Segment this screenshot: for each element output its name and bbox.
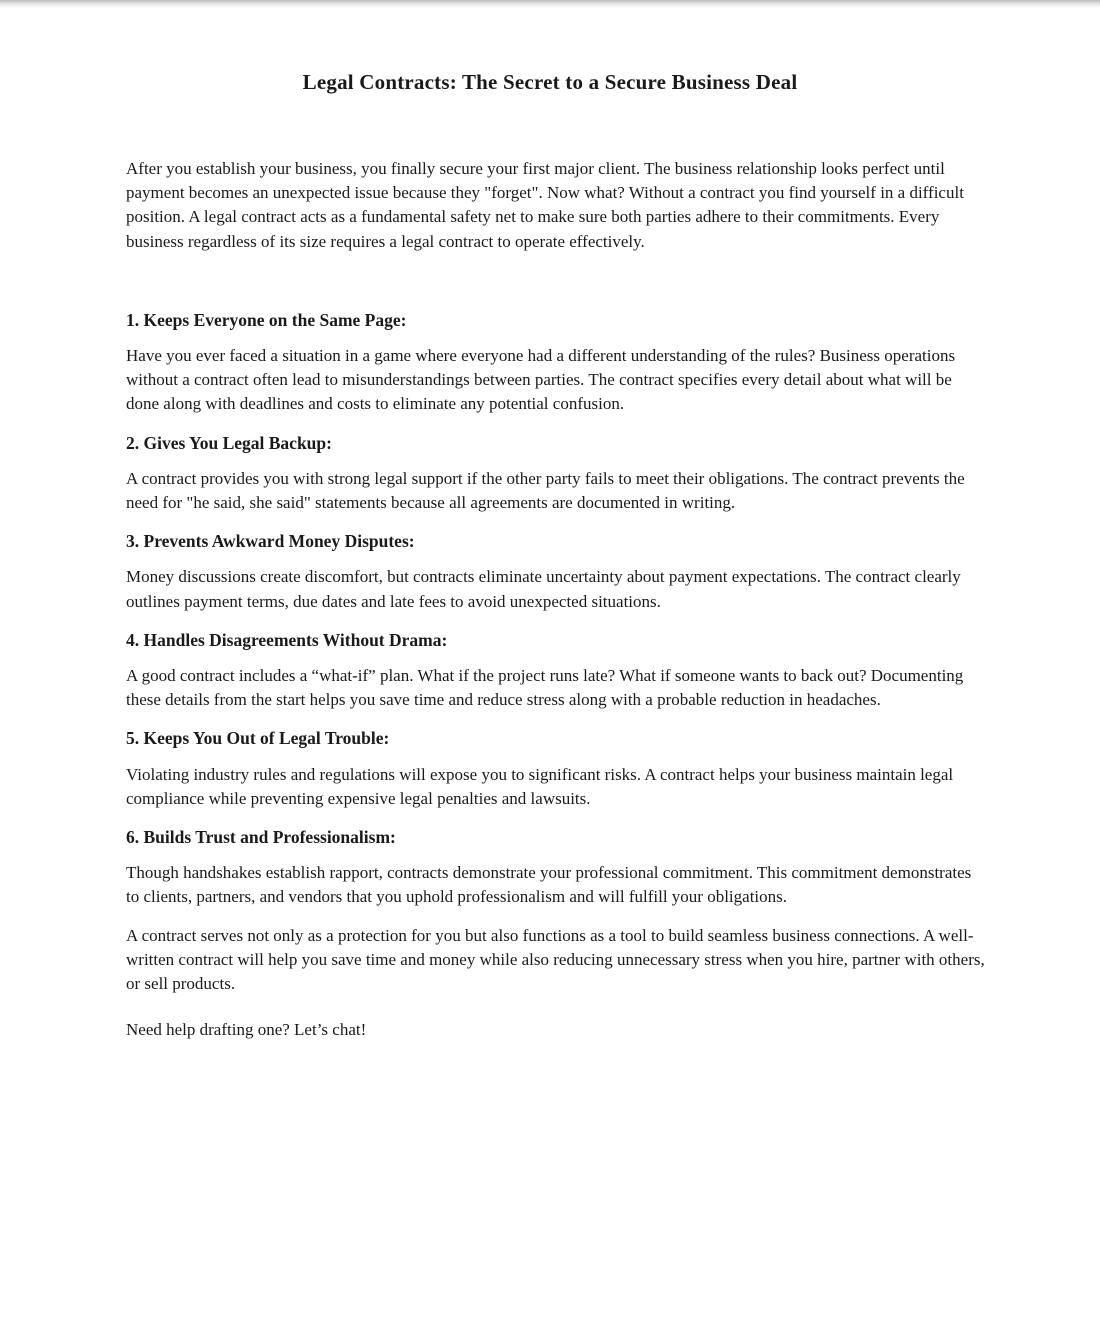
section-heading-4: 4. Handles Disagreements Without Drama: <box>126 629 448 650</box>
document-body <box>126 157 986 1042</box>
section-body-3: Money discussions create discomfort, but contracts eliminate uncertainty about payment expectations. The contract clearly outlines payment terms, due dates and late fees to avoid unexpected situations. <box>126 567 961 611</box>
section-body-5: Violating industry rules and regulations will expose you to significant risks. A contract helps your business maintain legal compliance while preventing expensive legal penalties and lawsuits. <box>126 764 954 808</box>
section-body-2: A contract provides you with strong legal support if the other party fails to meet their obligations. The contract prevents the need for "he said, she said" statements because all agreements are documented in writing. <box>126 468 965 513</box>
section-heading-6: 6. Builds Trust and Professionalism: <box>126 827 396 848</box>
section-heading-3: 3. Prevents Awkward Money Disputes: <box>126 531 415 552</box>
section-body-4: A good contract includes a “what-if” plan. What if the project runs late? What if someone wants to back out? Documenting these details from the start helps you save time and reduce stress along with a probable reduction in headaches. <box>126 666 964 710</box>
section-body-1: Have you ever faced a situation in a game where everyone had a different understanding of the rules? Business operations without a contract often lead to misunderstandings between parties. The contract specifies every detail about what will be done along with deadlines and costs to eliminate any potential confusion. <box>126 346 956 414</box>
intro-paragraph: After you establish your business, you finally secure your first major client. The business relationship looks perfect until payment becomes an unexpected issue because they "forget". Now what? Without a contract you find yourself in a difficult position. A legal contract acts as a fundamental safety net to make sure both parties adhere to their commitments. Every business regardless of its size requires a legal contract to operate effectively. <box>126 159 964 251</box>
section-heading-2: 2. Gives You Legal Backup: <box>126 432 332 453</box>
section-heading-1: 1. Keeps Everyone on the Same Page: <box>126 309 407 330</box>
section-heading-5: 5. Keeps You Out of Legal Trouble: <box>126 728 390 749</box>
document-title: Legal Contracts: The Secret to a Secure Business Deal <box>302 70 798 94</box>
closing-paragraph: A contract serves not only as a protection for you but also functions as a tool to build seamless business connections. A well-written contract will help you save time and money while also reducing unnecessary stress when you hire, partner with others, or sell products. <box>126 925 985 994</box>
call-to-action: Need help drafting one? Let’s chat! <box>126 1020 367 1040</box>
section-body-6: Though handshakes establish rapport, contracts demonstrate your professional commitment. This commitment demonstrates to clients, partners, and vendors that you uphold professionalism and will fulfill your obligations. <box>126 863 972 907</box>
